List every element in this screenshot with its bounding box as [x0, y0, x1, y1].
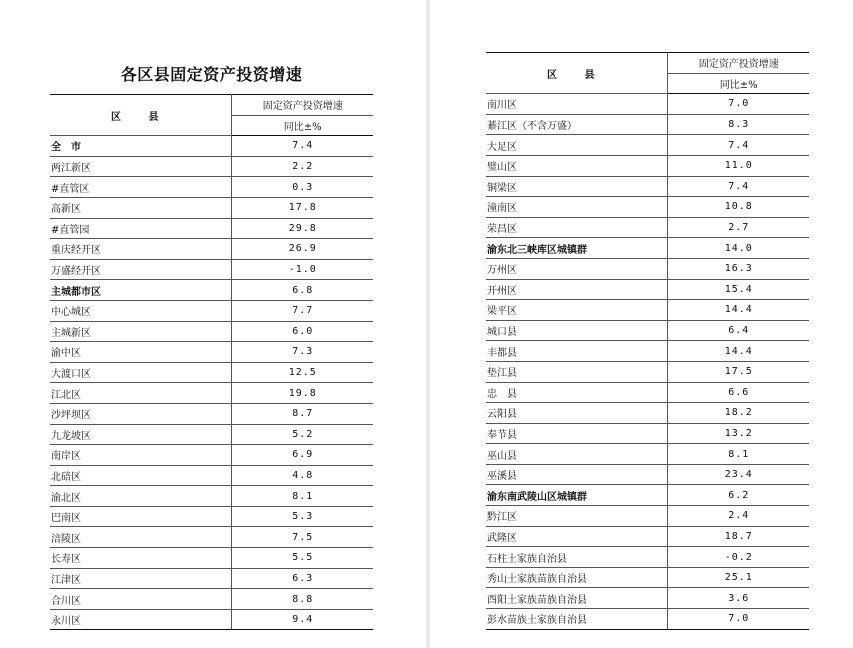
region-name: 璧山区: [486, 155, 667, 176]
table-row: [50, 486, 373, 507]
table-row: [50, 342, 373, 363]
region-column-header: 区 县: [50, 95, 231, 136]
growth-value: 18.7: [667, 526, 809, 547]
growth-value: 6.8: [231, 280, 373, 301]
region-name: 彭水苗族土家族自治县: [486, 609, 667, 630]
table-body-right: [486, 94, 809, 629]
table-row: [486, 567, 809, 588]
table-row: [50, 177, 373, 198]
table-row: [486, 217, 809, 238]
table-row: [486, 320, 809, 341]
table-row: [486, 526, 809, 547]
growth-value: 5.3: [231, 506, 373, 527]
growth-value: 8.3: [667, 114, 809, 135]
growth-value: 5.2: [231, 424, 373, 445]
growth-value: 10.8: [667, 197, 809, 218]
growth-value: 26.9: [231, 239, 373, 260]
table-row: [50, 383, 373, 404]
table-row: [486, 609, 809, 630]
growth-value: 16.3: [667, 258, 809, 279]
table-row: [486, 464, 809, 485]
table-body-left: [50, 136, 373, 630]
growth-value: 7.3: [231, 342, 373, 363]
table-row: [50, 589, 373, 610]
growth-value: 14.0: [667, 238, 809, 259]
table-row: [486, 341, 809, 362]
growth-value: 17.5: [667, 361, 809, 382]
growth-value: 0.3: [231, 177, 373, 198]
metric-column-header: 固定资产投资增速: [231, 95, 373, 116]
region-name: 沙坪坝区: [50, 403, 231, 424]
region-name: 万盛经开区: [50, 259, 231, 280]
table-row: [50, 218, 373, 239]
growth-value: 9.4: [231, 609, 373, 630]
growth-value: 3.6: [667, 588, 809, 609]
table-row: [486, 279, 809, 300]
region-name: 黔江区: [486, 506, 667, 527]
growth-value: 6.2: [667, 485, 809, 506]
region-name: 铜梁区: [486, 176, 667, 197]
region-name: 酉阳土家族苗族自治县: [486, 588, 667, 609]
region-name: #直管园: [50, 218, 231, 239]
table-row: [50, 609, 373, 630]
table-row: [486, 423, 809, 444]
growth-value: 6.4: [667, 320, 809, 341]
table-row: [486, 114, 809, 135]
table-row: [486, 547, 809, 568]
growth-value: 14.4: [667, 300, 809, 321]
region-name: 开州区: [486, 279, 667, 300]
region-name: 北碚区: [50, 465, 231, 486]
region-name: 涪陵区: [50, 527, 231, 548]
table-row: [50, 527, 373, 548]
region-name: 长寿区: [50, 548, 231, 569]
growth-value: 23.4: [667, 464, 809, 485]
region-name: 江北区: [50, 383, 231, 404]
growth-value: 17.8: [231, 197, 373, 218]
growth-value: 5.5: [231, 548, 373, 569]
growth-value: 6.0: [231, 321, 373, 342]
region-name: 主城都市区: [50, 280, 231, 301]
growth-value: 8.1: [667, 444, 809, 465]
growth-value: 4.8: [231, 465, 373, 486]
region-name: 永川区: [50, 609, 231, 630]
investment-table-right: [486, 52, 809, 630]
region-name: 大足区: [486, 135, 667, 156]
table-row: [50, 280, 373, 301]
region-name: 万州区: [486, 258, 667, 279]
growth-value: 7.4: [667, 135, 809, 156]
region-name: 渝东北三峡库区城镇群: [486, 238, 667, 259]
region-name: 荣昌区: [486, 217, 667, 238]
region-name: 丰都县: [486, 341, 667, 362]
table-row: [486, 94, 809, 115]
growth-value: 14.4: [667, 341, 809, 362]
table-row: [50, 156, 373, 177]
region-name: 綦江区（不含万盛）: [486, 114, 667, 135]
growth-value: 2.7: [667, 217, 809, 238]
page-title: 各区县固定资产投资增速: [120, 65, 303, 84]
table-row: [486, 361, 809, 382]
region-name: 云阳县: [486, 403, 667, 424]
region-name: 全 市: [50, 136, 231, 157]
region-name: 石柱土家族自治县: [486, 547, 667, 568]
region-name: 两江新区: [50, 156, 231, 177]
growth-value: 2.4: [667, 506, 809, 527]
growth-value: 2.2: [231, 156, 373, 177]
table-row: [486, 197, 809, 218]
left-page: [0, 0, 426, 648]
table-row: [486, 588, 809, 609]
table-row: [50, 321, 373, 342]
growth-value: 15.4: [667, 279, 809, 300]
table-row: [50, 239, 373, 260]
table-row: [50, 506, 373, 527]
table-row: [486, 485, 809, 506]
metric-column-header: 固定资产投资增速: [667, 53, 809, 74]
table-row: [50, 548, 373, 569]
growth-value: 7.4: [667, 176, 809, 197]
region-name: 中心城区: [50, 300, 231, 321]
region-name: 梁平区: [486, 300, 667, 321]
region-name: 秀山土家族苗族自治县: [486, 567, 667, 588]
region-name: 南川区: [486, 94, 667, 115]
table-row: [486, 135, 809, 156]
growth-value: 13.2: [667, 423, 809, 444]
region-name: 渝北区: [50, 486, 231, 507]
table-row: [50, 445, 373, 466]
growth-value: 25.1: [667, 567, 809, 588]
region-name: 巫山县: [486, 444, 667, 465]
table-row: [50, 136, 373, 157]
table-row: [486, 506, 809, 527]
growth-value: 7.5: [231, 527, 373, 548]
table-row: [50, 403, 373, 424]
region-name: #直管区: [50, 177, 231, 198]
table-row: [50, 259, 373, 280]
table-row: [486, 176, 809, 197]
region-name: 南岸区: [50, 445, 231, 466]
region-name: 城口县: [486, 320, 667, 341]
region-name: 重庆经开区: [50, 239, 231, 260]
growth-value: 19.8: [231, 383, 373, 404]
growth-value: 29.8: [231, 218, 373, 239]
growth-value: 7.4: [231, 136, 373, 157]
region-name: 主城新区: [50, 321, 231, 342]
region-name: 武隆区: [486, 526, 667, 547]
region-name: 垫江县: [486, 361, 667, 382]
growth-value: -0.2: [667, 547, 809, 568]
growth-value: 8.1: [231, 486, 373, 507]
growth-value: -1.0: [231, 259, 373, 280]
region-name: 合川区: [50, 589, 231, 610]
region-name: 渝中区: [50, 342, 231, 363]
growth-value: 11.0: [667, 155, 809, 176]
region-name: 忠 县: [486, 382, 667, 403]
table-row: [50, 465, 373, 486]
table-row: [486, 382, 809, 403]
table-row: [50, 424, 373, 445]
table-row: [50, 362, 373, 383]
growth-value: 6.6: [667, 382, 809, 403]
unit-column-header: 同比±%: [231, 115, 373, 136]
table-row: [50, 568, 373, 589]
growth-value: 7.0: [667, 94, 809, 115]
region-name: 奉节县: [486, 423, 667, 444]
region-name: 大渡口区: [50, 362, 231, 383]
table-row: [486, 258, 809, 279]
growth-value: 7.0: [667, 609, 809, 630]
growth-value: 8.8: [231, 589, 373, 610]
region-name: 渝东南武陵山区城镇群: [486, 485, 667, 506]
table-row: [486, 403, 809, 424]
investment-table-left: [50, 94, 373, 630]
table-row: [486, 155, 809, 176]
region-name: 九龙坡区: [50, 424, 231, 445]
growth-value: 6.9: [231, 445, 373, 466]
right-page: [430, 0, 853, 648]
region-name: 巴南区: [50, 506, 231, 527]
region-name: 潼南区: [486, 197, 667, 218]
growth-value: 7.7: [231, 300, 373, 321]
table-row: [486, 444, 809, 465]
table-row: [50, 197, 373, 218]
region-name: 江津区: [50, 568, 231, 589]
growth-value: 12.5: [231, 362, 373, 383]
region-name: 巫溪县: [486, 464, 667, 485]
table-row: [486, 238, 809, 259]
growth-value: 18.2: [667, 403, 809, 424]
table-row: [486, 300, 809, 321]
growth-value: 8.7: [231, 403, 373, 424]
region-name: 高新区: [50, 197, 231, 218]
unit-column-header: 同比±%: [667, 73, 809, 94]
growth-value: 6.3: [231, 568, 373, 589]
table-row: [50, 300, 373, 321]
region-column-header: 区 县: [486, 53, 667, 94]
